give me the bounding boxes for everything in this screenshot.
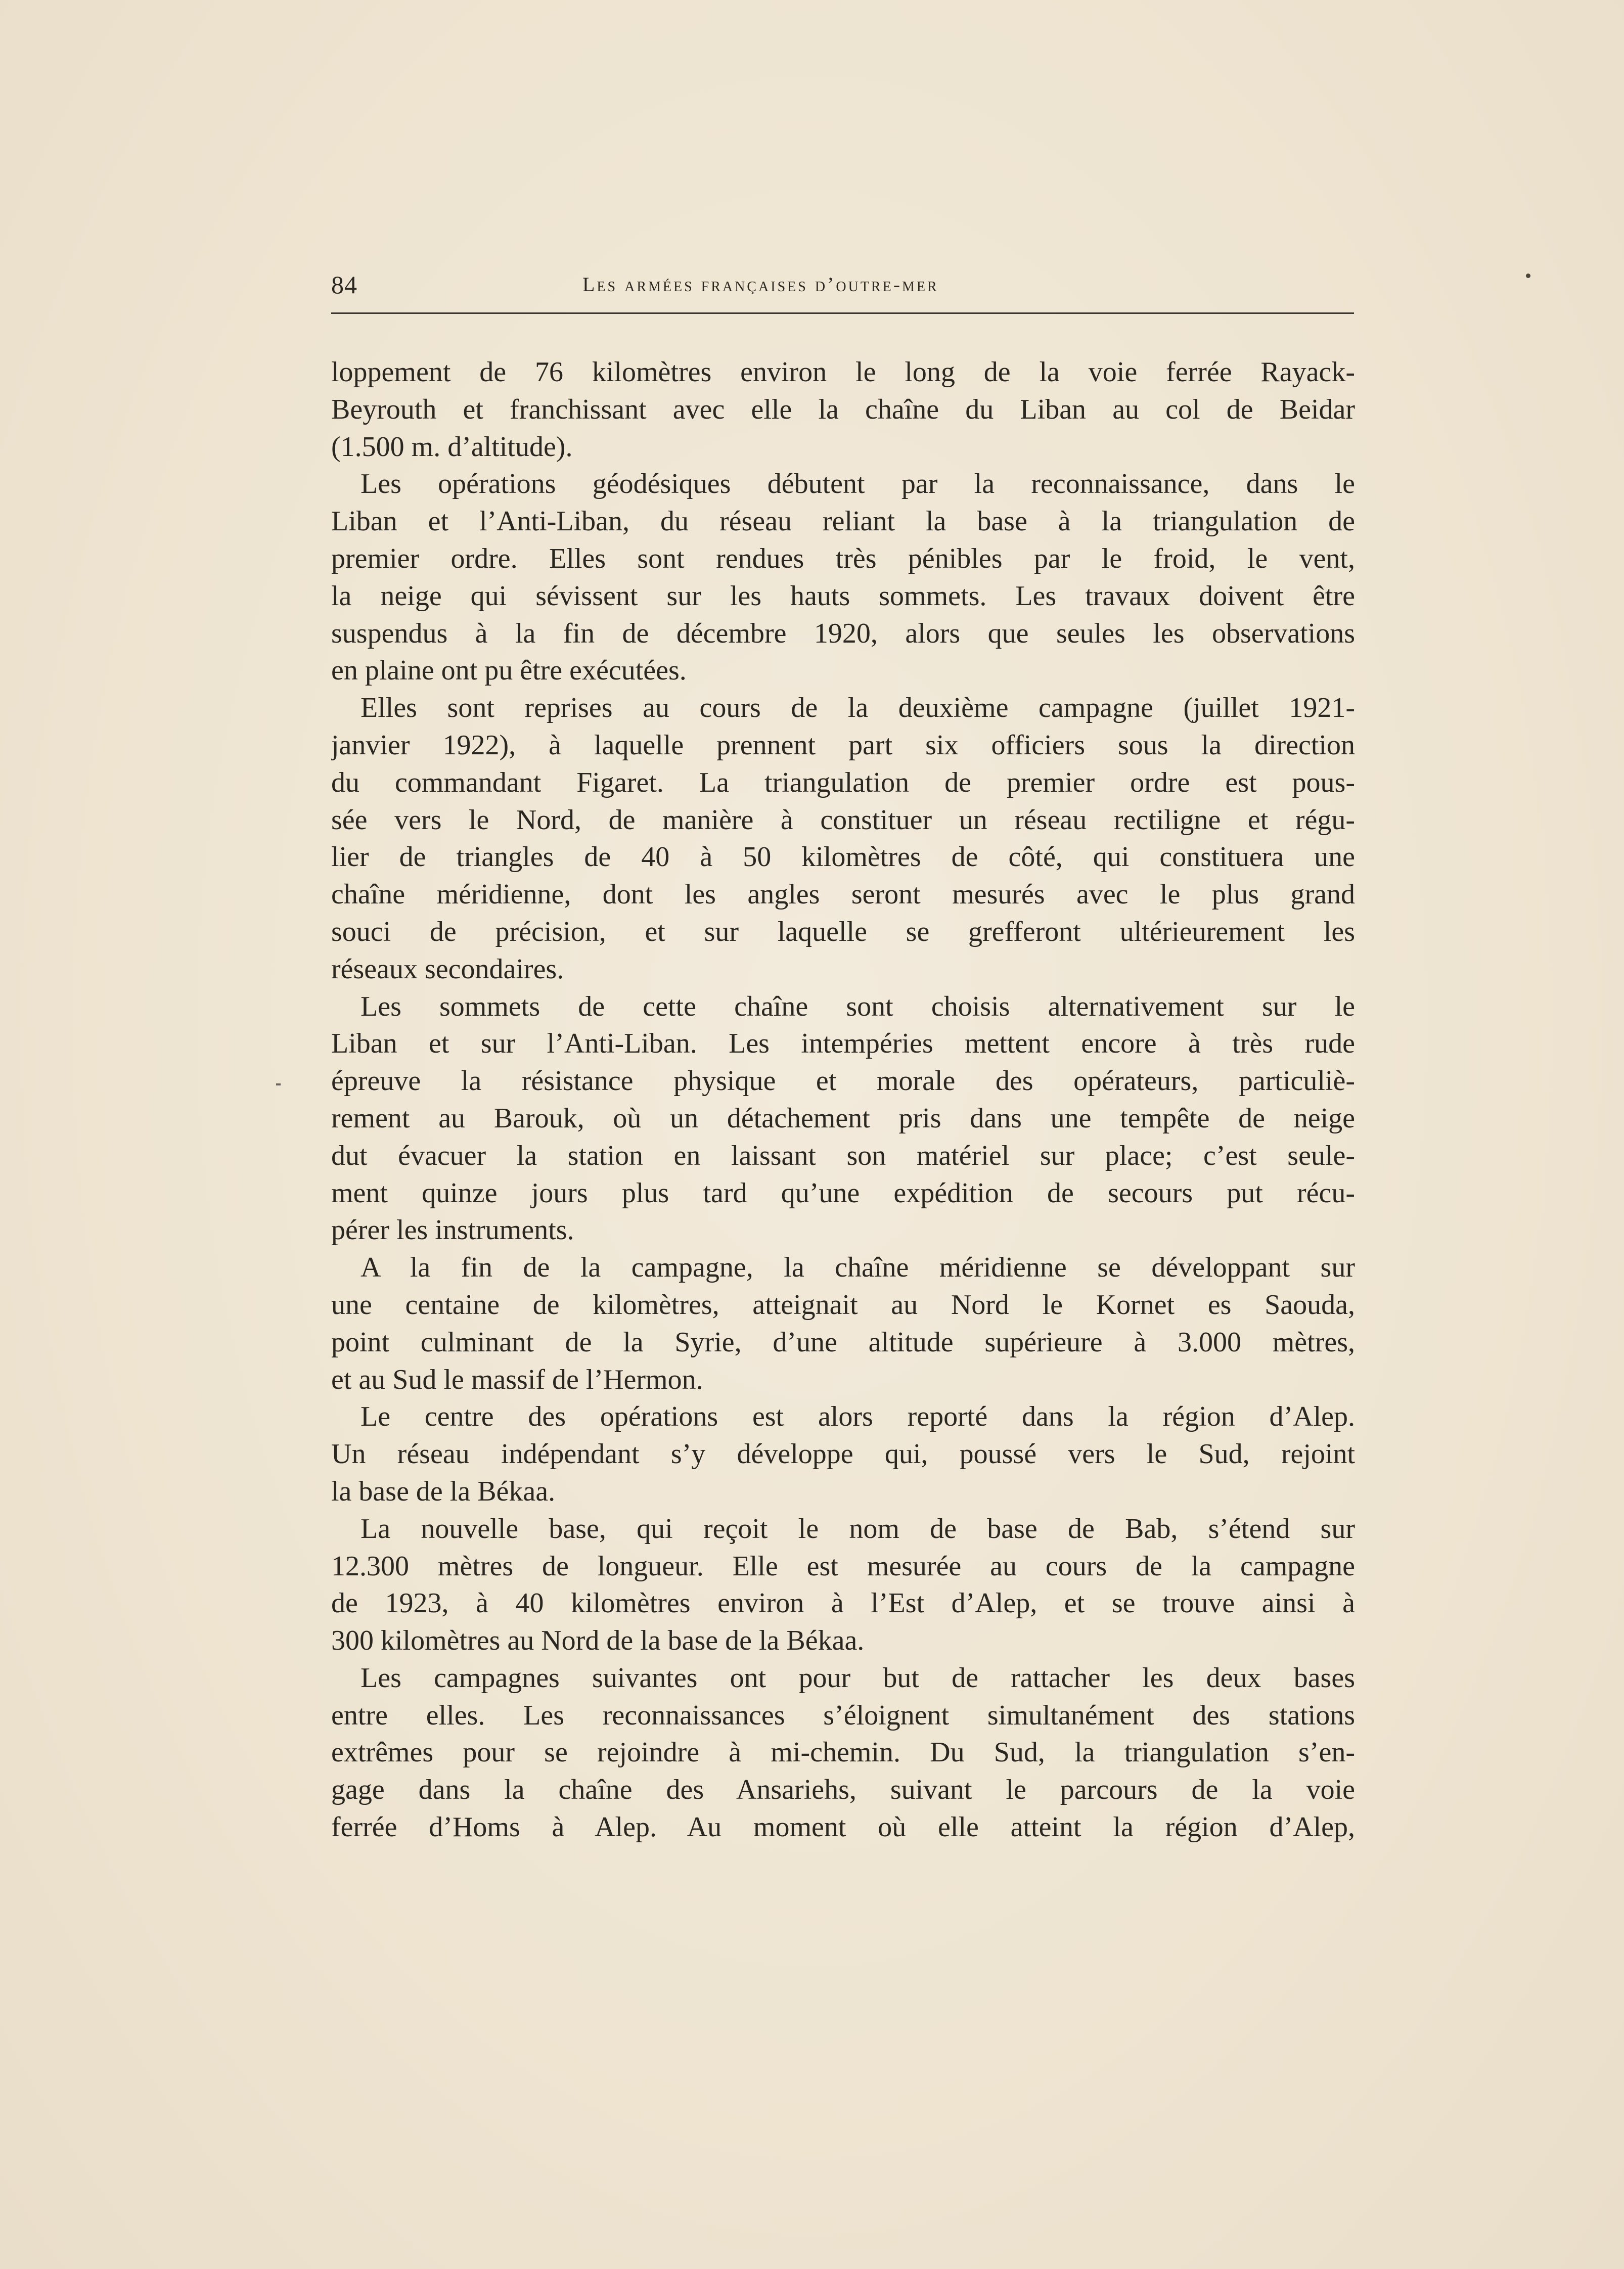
- text-line: loppement de 76 kilomètres environ le long de la voie ferrée Rayack-: [331, 356, 1355, 388]
- text-line: point culminant de la Syrie, d’une altitude supérieure à 3.000 mètres,: [331, 1326, 1355, 1358]
- text-line: Liban et l’Anti-Liban, du réseau reliant la base à la triangulation de: [331, 506, 1355, 537]
- text-line: réseaux secondaires.: [331, 953, 564, 985]
- text-line: gage dans la chaîne des Ansariehs, suivant le parcours de la voie: [331, 1774, 1355, 1806]
- text-line: (1.500 m. d’altitude).: [331, 431, 573, 463]
- text-line: Le centre des opérations est alors reporté dans la région d’Alep.: [360, 1401, 1355, 1433]
- text-line: épreuve la résistance physique et morale des opérateurs, particuliè-: [331, 1065, 1355, 1097]
- paragraph: [331, 1660, 1355, 1846]
- text-line: Elles sont reprises au cours de la deuxième campagne (juillet 1921-: [360, 692, 1355, 724]
- text-line: suspendus à la fin de décembre 1920, alors que seules les observations: [331, 617, 1355, 649]
- text-line: dut évacuer la station en laissant son matériel sur place; c’est seule-: [331, 1140, 1355, 1171]
- text-line: et au Sud le massif de l’Hermon.: [331, 1364, 703, 1395]
- paragraph: [331, 988, 1355, 1250]
- text-line: pérer les instruments.: [331, 1214, 574, 1246]
- paragraph: [331, 690, 1355, 988]
- text-line: rement au Barouk, où un détachement pris dans une tempête de neige: [331, 1102, 1355, 1134]
- text-line: entre elles. Les reconnaissances s’éloignent simultanément des stations: [331, 1699, 1355, 1731]
- paragraph: [331, 354, 1355, 466]
- text-line: Un réseau indépendant s’y développe qui, poussé vers le Sud, rejoint: [331, 1438, 1355, 1470]
- text-line: extrêmes pour se rejoindre à mi-chemin. Du Sud, la triangulation s’en-: [331, 1737, 1355, 1768]
- text-line: ment quinze jours plus tard qu’une expédition de secours put récu-: [331, 1177, 1355, 1209]
- text-line: la neige qui sévissent sur les hauts sommets. Les travaux doivent être: [331, 580, 1355, 612]
- text-line: A la fin de la campagne, la chaîne méridienne se développant sur: [360, 1252, 1355, 1284]
- text-line: Les campagnes suivantes ont pour but de rattacher les deux bases: [360, 1662, 1355, 1694]
- text-line: du commandant Figaret. La triangulation de premier ordre est pous-: [331, 766, 1355, 798]
- text-line: premier ordre. Elles sont rendues très pénibles par le froid, le vent,: [331, 542, 1355, 574]
- text-line: la base de la Békaa.: [331, 1475, 556, 1507]
- paragraph: [331, 1249, 1355, 1398]
- text-line: chaîne méridienne, dont les angles seront mesurés avec le plus grand: [331, 879, 1355, 911]
- text-line: Beyrouth et franchissant avec elle la chaîne du Liban au col de Beidar: [331, 393, 1355, 425]
- text-line: 300 kilomètres au Nord de la base de la Békaa.: [331, 1625, 865, 1657]
- page-header: [331, 267, 1355, 302]
- margin-tick: [276, 1083, 281, 1085]
- text-line: Les opérations géodésiques débutent par la reconnaissance, dans le: [360, 468, 1355, 500]
- text-line: sée vers le Nord, de manière à constituer un réseau rectiligne et régu-: [331, 804, 1355, 836]
- text-line: Les sommets de cette chaîne sont choisis alternativement sur le: [360, 990, 1355, 1022]
- paragraph: [331, 1398, 1355, 1510]
- text-line: 12.300 mètres de longueur. Elle est mesurée au cours de la campagne: [331, 1550, 1355, 1582]
- text-line: en plaine ont pu être exécutées.: [331, 655, 687, 687]
- paragraph: [331, 466, 1355, 690]
- body-text: [331, 354, 1355, 1846]
- text-line: La nouvelle base, qui reçoit le nom de base de Bab, s’étend sur: [360, 1513, 1355, 1545]
- header-rule: [331, 312, 1354, 314]
- margin-speck: [1526, 274, 1530, 278]
- text-line: de 1923, à 40 kilomètres environ à l’Est d’Alep, et se trouve ainsi à: [331, 1587, 1355, 1619]
- text-line: souci de précision, et sur laquelle se grefferont ultérieurement les: [331, 916, 1355, 947]
- text-line: ferrée d’Homs à Alep. Au moment où elle atteint la région d’Alep,: [331, 1811, 1355, 1843]
- text-line: janvier 1922), à laquelle prennent part six officiers sous la direction: [331, 729, 1355, 761]
- page-number: 84: [331, 270, 357, 299]
- text-line: lier de triangles de 40 à 50 kilomètres de côté, qui constituera une: [331, 841, 1355, 873]
- running-title: Les armées françaises d’outre-mer: [582, 273, 939, 296]
- paragraph: [331, 1511, 1355, 1660]
- text-line: une centaine de kilomètres, atteignait au Nord le Kornet es Saouda,: [331, 1289, 1355, 1321]
- text-line: Liban et sur l’Anti-Liban. Les intempéries mettent encore à très rude: [331, 1028, 1355, 1060]
